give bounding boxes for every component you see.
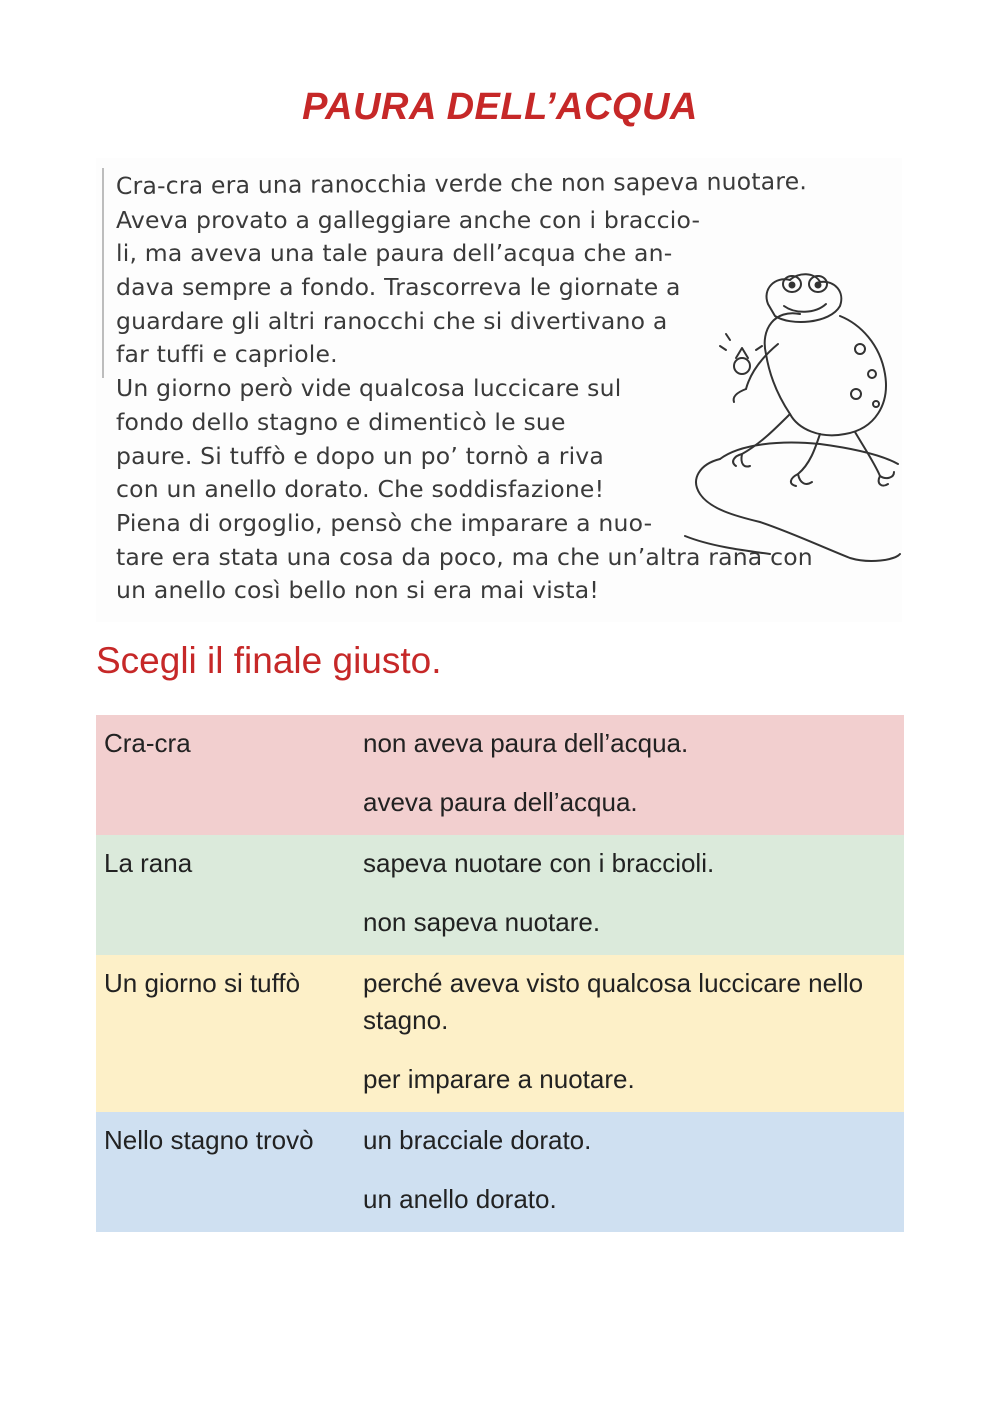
answer-option[interactable]: per imparare a nuotare.	[363, 1064, 635, 1094]
sentence-start: La rana	[104, 848, 193, 878]
question-group	[96, 835, 904, 955]
option-list	[363, 725, 904, 821]
exercise-instruction: Scegli il finale giusto.	[96, 640, 442, 681]
question-group	[96, 715, 904, 835]
story-line: fondo dello stagno e dimenticò le sue	[116, 407, 566, 436]
sentence-start: Un giorno si tuffò	[104, 968, 301, 998]
story-line: far tuffi e capriole.	[116, 340, 338, 369]
sentence-start: Nello stagno trovò	[104, 1125, 314, 1155]
answer-option[interactable]: aveva paura dell’acqua.	[363, 787, 638, 817]
option-list	[363, 965, 904, 1098]
answer-option[interactable]: un bracciale dorato.	[363, 1125, 592, 1155]
story-line: Un giorno però vide qualcosa luccicare sul	[116, 374, 622, 403]
answer-option[interactable]: sapeva nuotare con i braccioli.	[363, 848, 715, 878]
answer-option[interactable]: non aveva paura dell’acqua.	[363, 728, 689, 758]
story-line: paure. Si tuffò e dopo un po’ tornò a riva	[116, 441, 605, 470]
choice-table	[96, 715, 904, 1232]
scan-edge	[102, 168, 104, 378]
option-list	[363, 845, 904, 941]
page-title: PAURA DELL’ACQUA	[302, 86, 698, 128]
story-line: guardare gli altri ranocchi che si divertivano a	[116, 306, 668, 335]
story-line: Aveva provato a galleggiare anche con i braccio-	[116, 205, 701, 234]
story-line: dava sempre a fondo. Trascorreva le giornate a	[116, 273, 681, 302]
answer-option[interactable]: perché aveva visto qualcosa luccicare nello stagno.	[363, 968, 864, 1035]
answer-option[interactable]: un anello dorato.	[363, 1184, 557, 1214]
answer-option[interactable]: non sapeva nuotare.	[363, 907, 601, 937]
option-list	[363, 1122, 904, 1218]
story-line: Cra-cra era una ranocchia verde che non sapeva nuotare.	[115, 167, 808, 200]
question-group	[96, 955, 904, 1112]
question-group	[96, 1112, 904, 1232]
story-line: tare era stata una cosa da poco, ma che un’altra rana con	[116, 542, 813, 571]
story-line: li, ma aveva una tale paura dell’acqua che an-	[116, 239, 673, 268]
story-line: un anello così bello non si era mai vista!	[116, 576, 600, 605]
story-scan	[96, 158, 902, 622]
story-line: Piena di orgoglio, pensò che imparare a nuo-	[116, 508, 653, 537]
sentence-start: Cra-cra	[104, 728, 191, 758]
frog-illustration	[680, 254, 902, 564]
story-line: con un anello dorato. Che soddisfazione!	[116, 475, 605, 504]
